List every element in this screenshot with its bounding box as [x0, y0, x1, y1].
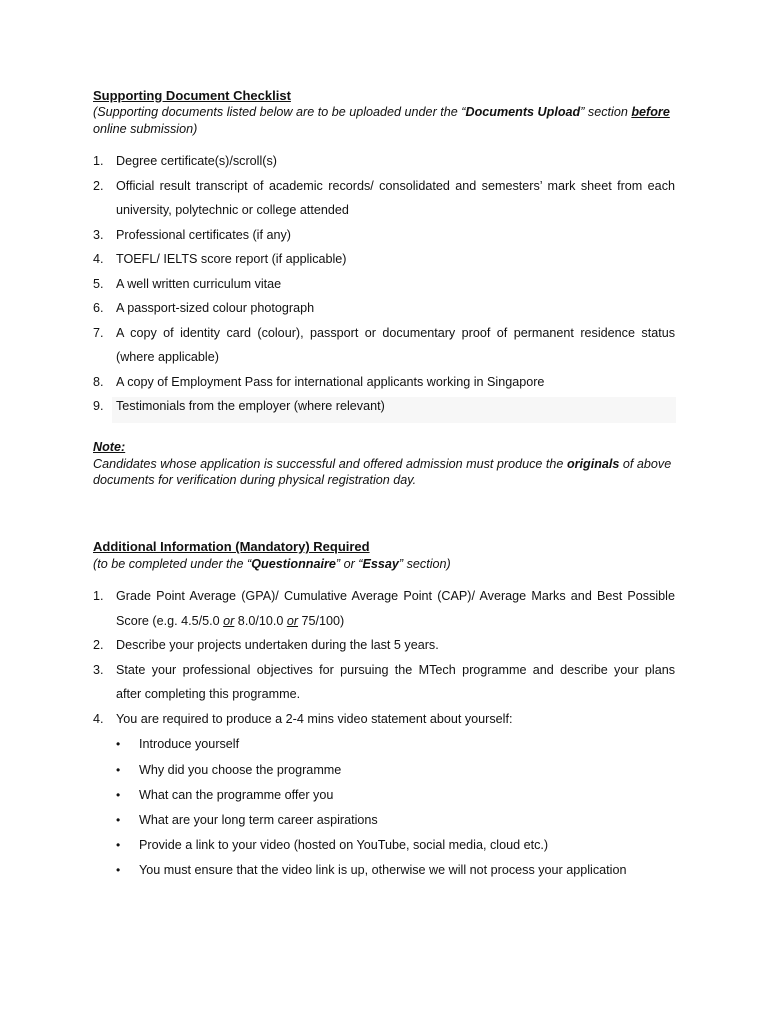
list-number: 1.	[93, 154, 104, 168]
bullet-item: What are your long term career aspirations	[139, 813, 378, 827]
list-item: Grade Point Average (GPA)/ Cumulative Average Point (CAP)/ Average Marks and Best Possible	[116, 589, 675, 603]
checklist-subtitle-line2: online submission)	[93, 122, 198, 136]
bullet-icon: •	[116, 737, 121, 751]
additional-info-subtitle	[93, 557, 451, 571]
bullet-icon: •	[116, 863, 121, 877]
list-number: 3.	[93, 663, 104, 677]
score-text: 75/100)	[298, 614, 345, 628]
note-label	[93, 440, 125, 454]
bullet-item: What can the programme offer you	[139, 788, 334, 802]
list-number: 7.	[93, 326, 104, 340]
score-text: Score (e.g. 4.5/5.0	[116, 614, 224, 628]
subtitle-text: ” section)	[398, 557, 451, 571]
list-number: 2.	[93, 638, 104, 652]
note-line1	[93, 457, 671, 471]
list-number: 5.	[93, 277, 104, 291]
list-number: 1.	[93, 589, 104, 603]
checklist-subtitle-line1	[93, 105, 670, 119]
bullet-item: Introduce yourself	[139, 737, 240, 751]
list-item: Official result transcript of academic records/ consolidated and semesters’ mark sheet from each	[116, 179, 675, 193]
list-item: Professional certificates (if any)	[116, 228, 291, 242]
bullet-icon: •	[116, 763, 121, 777]
subtitle-text: (to be completed under the “	[93, 557, 252, 571]
bullet-item: Provide a link to your video (hosted on YouTube, social media, cloud etc.)	[139, 838, 549, 852]
list-item-continuation: after completing this programme.	[116, 687, 301, 701]
subtitle-text: (Supporting documents listed below are to be uploaded under the “	[93, 105, 466, 119]
originals-emphasis: originals	[566, 457, 620, 471]
essay-emphasis: Essay	[362, 557, 399, 571]
list-item: Degree certificate(s)/scroll(s)	[116, 154, 277, 168]
list-number: 4.	[93, 712, 104, 726]
list-number: 8.	[93, 375, 104, 389]
score-text: 8.0/10.0	[234, 614, 287, 628]
list-number: 6.	[93, 301, 104, 315]
documents-upload-emphasis: Documents Upload	[465, 105, 581, 119]
note-text: of above	[619, 457, 672, 471]
list-item: Testimonials from the employer (where relevant)	[116, 399, 385, 413]
list-number: 2.	[93, 179, 104, 193]
list-item: You are required to produce a 2-4 mins video statement about yourself:	[116, 712, 513, 726]
questionnaire-emphasis: Questionnaire	[251, 557, 336, 571]
list-item: A well written curriculum vitae	[116, 277, 282, 291]
list-item: TOEFL/ IELTS score report (if applicable)	[116, 252, 347, 266]
list-item: A copy of Employment Pass for international applicants working in Singapore	[116, 375, 545, 389]
additional-information-heading: Additional Information (Mandatory) Required	[93, 539, 370, 554]
note-label-text: Note:	[93, 440, 126, 454]
list-number: 4.	[93, 252, 104, 266]
list-item: State your professional objectives for pursuing the MTech programme and describe your plans	[116, 663, 675, 677]
list-number: 9.	[93, 399, 104, 413]
list-item: A passport-sized colour photograph	[116, 301, 315, 315]
or-emphasis: or	[223, 614, 235, 628]
list-item-continuation	[116, 614, 675, 628]
list-number: 3.	[93, 228, 104, 242]
note-line2: documents for verification during physical registration day.	[93, 473, 417, 487]
subtitle-text: ” or “	[335, 557, 363, 571]
list-item: A copy of identity card (colour), passport or documentary proof of permanent residence status	[116, 326, 675, 340]
bullet-icon: •	[116, 813, 121, 827]
list-item-continuation: university, polytechnic or college attended	[116, 203, 349, 217]
note-text: Candidates whose application is successful and offered admission must produce the	[93, 457, 567, 471]
list-item-continuation: (where applicable)	[116, 350, 219, 364]
subtitle-text: ” section	[580, 105, 632, 119]
supporting-document-checklist-heading: Supporting Document Checklist	[93, 88, 291, 103]
before-emphasis: before	[631, 105, 670, 119]
bullet-item: You must ensure that the video link is up, otherwise we will not process your application	[139, 863, 627, 877]
bullet-icon: •	[116, 838, 121, 852]
bullet-icon: •	[116, 788, 121, 802]
list-item: Describe your projects undertaken during the last 5 years.	[116, 638, 439, 652]
bullet-item: Why did you choose the programme	[139, 763, 342, 777]
or-emphasis: or	[286, 614, 299, 628]
